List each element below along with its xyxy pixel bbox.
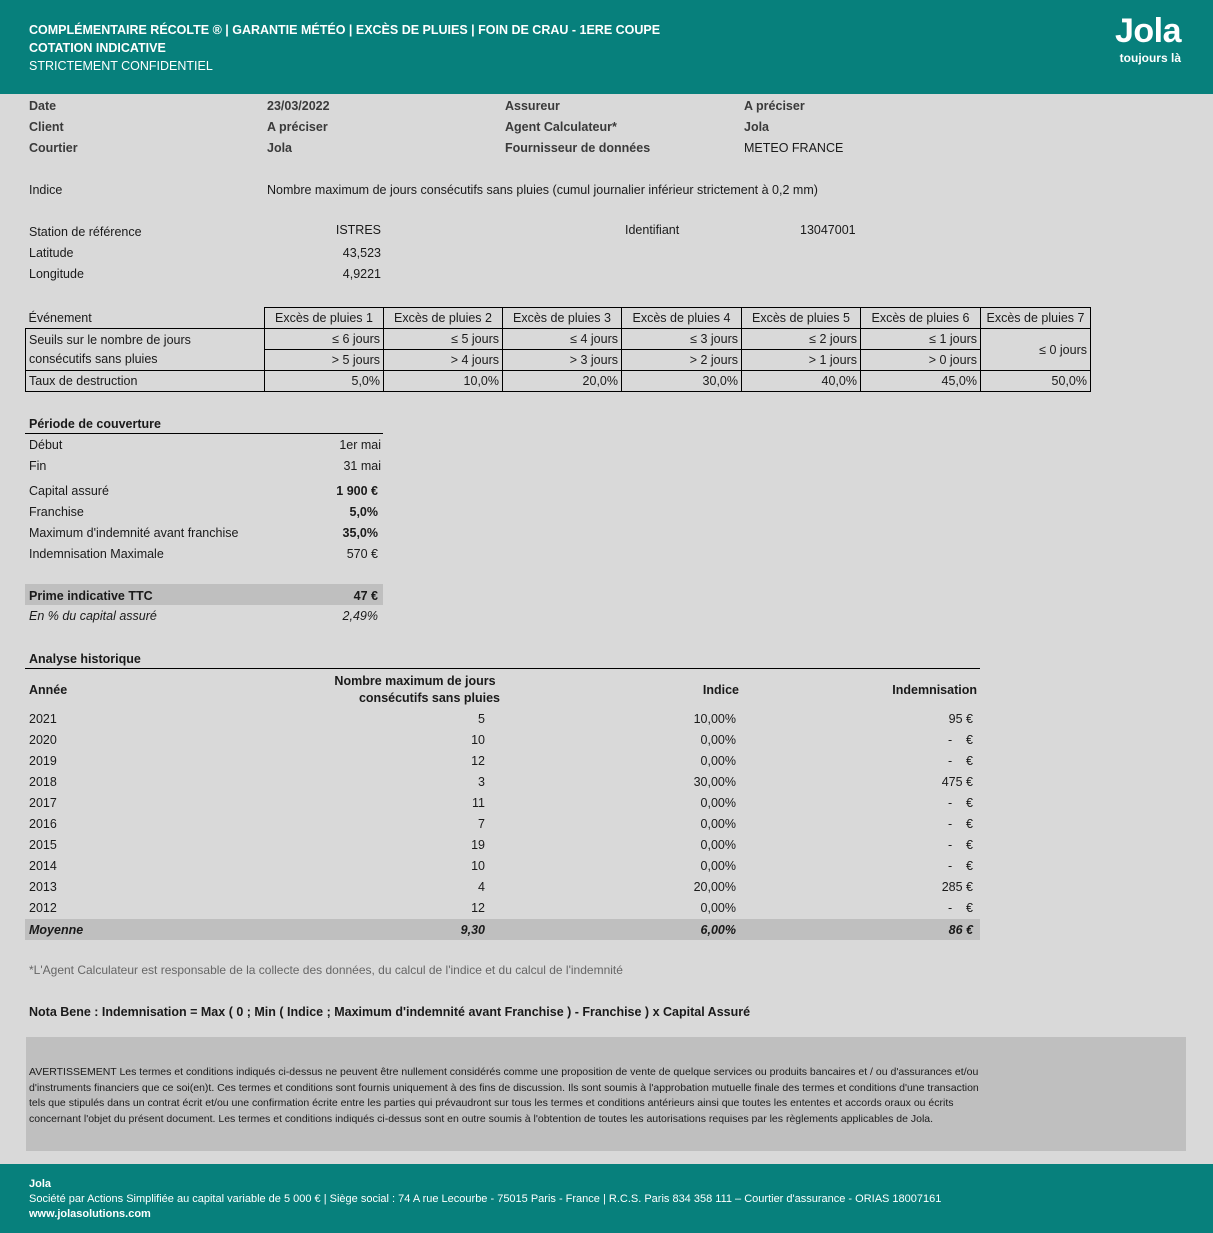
rate-2: 10,0% [384, 371, 503, 392]
pct-capital-label: En % du capital assuré [29, 609, 157, 623]
history-row [0, 772, 980, 793]
fournisseur-label: Fournisseur de données [505, 141, 651, 155]
station-value: ISTRES [335, 223, 381, 237]
history-indem: - € [947, 859, 973, 873]
client-value: A préciser [267, 120, 328, 134]
event-label-cell: Événement [26, 308, 265, 329]
event-col-4: Excès de pluies 4 [622, 308, 742, 329]
history-index: 10,00% [693, 712, 736, 726]
capital-label: Capital assuré [29, 484, 109, 498]
latitude-label: Latitude [29, 246, 74, 260]
history-index: 0,00% [700, 796, 736, 810]
history-col-days-line-1: Nombre maximum de jours [334, 674, 496, 688]
history-divider [25, 668, 980, 669]
history-col-year: Année [29, 683, 68, 697]
identifiant-label: Identifiant [625, 223, 680, 237]
date-label: Date [29, 99, 57, 113]
history-indem: 285 € [941, 880, 973, 894]
history-days: 19 [471, 838, 485, 852]
rate-4: 30,0% [622, 371, 742, 392]
average-indem: 86 € [948, 923, 973, 937]
history-col-days-line-2: consécutifs sans pluies [358, 691, 500, 705]
threshold-lower-4: > 2 jours [622, 350, 742, 371]
average-index: 6,00% [700, 923, 736, 937]
jola-logo: Jola [1114, 12, 1181, 50]
history-indem: - € [947, 817, 973, 831]
event-col-5: Excès de pluies 5 [742, 308, 861, 329]
history-year: 2017 [29, 796, 57, 810]
history-indem: - € [947, 901, 973, 915]
capital-value: 1 900 € [336, 484, 378, 498]
max-indemnity-value: 35,0% [342, 526, 378, 540]
destruction-rate-row [26, 371, 1091, 392]
history-days: 4 [478, 880, 485, 894]
date-value: 23/03/2022 [267, 99, 330, 113]
rate-5: 40,0% [742, 371, 861, 392]
history-index: 0,00% [700, 817, 736, 831]
average-label: Moyenne [29, 923, 84, 937]
document-subtitle: COTATION INDICATIVE [29, 41, 166, 55]
confidential-label: STRICTEMENT CONFIDENTIEL [29, 59, 213, 73]
history-row [0, 730, 980, 751]
footer-legal: Société par Actions Simplifiée au capital variable de 5 000 € | Siège social : 74 A rue Lecourbe - 75015 Paris - France | R.C.S. Paris 834 358 111 – Courtier d'assurance - ORIAS 18007161 [29, 1193, 942, 1205]
threshold-upper-5: ≤ 2 jours [742, 329, 861, 350]
history-days: 11 [472, 796, 485, 810]
rate-label-cell: Taux de destruction [26, 371, 265, 392]
franchise-value: 5,0% [349, 505, 378, 519]
threshold-lower-3: > 3 jours [503, 350, 622, 371]
history-days: 10 [471, 733, 485, 747]
station-label: Station de référence [29, 225, 142, 239]
event-col-2: Excès de pluies 2 [384, 308, 503, 329]
history-year: 2016 [29, 817, 57, 831]
history-indem: - € [947, 838, 973, 852]
history-index: 30,00% [693, 775, 736, 789]
history-row [0, 709, 980, 730]
threshold-lower-2: > 4 jours [384, 350, 503, 371]
history-days: 7 [478, 817, 485, 831]
assureur-value: A préciser [744, 99, 805, 113]
history-index: 0,00% [700, 901, 736, 915]
events-table [25, 307, 1091, 392]
history-title: Analyse historique [29, 652, 141, 666]
threshold-upper-2: ≤ 5 jours [384, 329, 503, 350]
assureur-label: Assureur [505, 99, 560, 113]
threshold-upper-1: ≤ 6 jours [265, 329, 384, 350]
history-year: 2012 [29, 901, 57, 915]
threshold-upper-4: ≤ 3 jours [622, 329, 742, 350]
history-indem: - € [947, 733, 973, 747]
events-header-row [26, 308, 1091, 329]
threshold-lower-6: > 0 jours [861, 350, 981, 371]
history-index: 0,00% [700, 733, 736, 747]
threshold-label-line-1: Seuils sur le nombre de jours [29, 332, 191, 347]
history-index: 20,00% [693, 880, 736, 894]
history-row [0, 835, 980, 856]
history-index: 0,00% [700, 754, 736, 768]
pct-capital-value: 2,49% [342, 609, 378, 623]
jola-logo-tagline: toujours là [1119, 51, 1181, 65]
debut-label: Début [29, 438, 63, 452]
threshold-label-cell [26, 329, 265, 371]
average-band [25, 919, 980, 940]
history-row [0, 793, 980, 814]
indem-max-value: 570 € [346, 547, 378, 561]
footer-banner [0, 1164, 1213, 1233]
coverage-divider [25, 433, 383, 434]
history-days: 12 [471, 754, 485, 768]
longitude-label: Longitude [29, 267, 84, 281]
history-indem: 95 € [948, 712, 973, 726]
latitude-value: 43,523 [342, 246, 381, 260]
rate-6: 45,0% [861, 371, 981, 392]
document-title: COMPLÉMENTAIRE RÉCOLTE ® | GARANTIE MÉTÉO | EXCÈS DE PLUIES | FOIN DE CRAU - 1ERE COUPE [29, 23, 661, 37]
nota-bene: Nota Bene : Indemnisation = Max ( 0 ; Min ( Indice ; Maximum d'indemnité avant Franchise ) - Franchise ) x Capital Assuré [29, 1005, 751, 1019]
history-row [0, 814, 980, 835]
rate-3: 20,0% [503, 371, 622, 392]
client-label: Client [29, 120, 64, 134]
rate-1: 5,0% [265, 371, 384, 392]
threshold-upper-6: ≤ 1 jours [861, 329, 981, 350]
threshold-upper-3: ≤ 4 jours [503, 329, 622, 350]
history-year: 2014 [29, 859, 57, 873]
history-row [0, 898, 980, 919]
coverage-title: Période de couverture [29, 417, 161, 431]
event-col-7: Excès de pluies 7 [981, 308, 1091, 329]
max-indemnity-label: Maximum d'indemnité avant franchise [29, 526, 239, 540]
franchise-label: Franchise [29, 505, 84, 519]
disclaimer-text: AVERTISSEMENT Les termes et conditions indiqués ci-dessus ne peuvent être nullement considérés comme une proposition de vente de quelque services ou produits bancaires et / ou d'assurances et/ou d'instruments financiers que ce soi(en)t. Ces termes et conditions sont fournis uniquement à des fins de discussion. Ils sont soumis à l'approbation mutuelle finale des termes et conditions d'une transaction tels que stipulés dans un contrat écrit et/ou une confirmation écrite entre les parties qui prévaudront sur tous les termes et conditions antérieurs ainsi que toutes les ententes et accords oraux ou écrits concernant l'objet du présent document. Les termes et conditions indiqués ci-dessus sont en outre soumis à l'obtention de toutes les autorisations requises par les règlements applicables de Jola. [29, 1066, 979, 1125]
history-days: 10 [471, 859, 485, 873]
debut-value: 1er mai [339, 438, 381, 452]
history-index: 0,00% [700, 838, 736, 852]
courtier-label: Courtier [29, 141, 78, 155]
history-indem: - € [947, 754, 973, 768]
history-col-indem: Indemnisation [892, 683, 977, 697]
fin-label: Fin [29, 459, 47, 473]
history-days: 3 [478, 775, 485, 789]
prime-label: Prime indicative TTC [29, 589, 153, 603]
event-col-1: Excès de pluies 1 [265, 308, 384, 329]
indice-value: Nombre maximum de jours consécutifs sans pluies (cumul journalier inférieur strictement à 0,2 mm) [267, 183, 818, 197]
history-year: 2013 [29, 880, 57, 894]
history-row [0, 856, 980, 877]
history-year: 2021 [29, 712, 57, 726]
event-col-6: Excès de pluies 6 [861, 308, 981, 329]
header-banner [0, 0, 1213, 94]
history-days: 12 [471, 901, 485, 915]
threshold-merged-7: ≤ 0 jours [981, 329, 1091, 371]
footer-website[interactable]: www.jolasolutions.com [29, 1208, 151, 1220]
threshold-label-line-2: consécutifs sans pluies [29, 351, 158, 366]
prime-value: 47 € [353, 589, 378, 603]
identifiant-value: 13047001 [800, 223, 856, 237]
history-year: 2015 [29, 838, 57, 852]
indice-label: Indice [29, 183, 63, 197]
history-year: 2020 [29, 733, 57, 747]
threshold-upper-row [26, 329, 1091, 350]
disclaimer-box [26, 1037, 1186, 1151]
footer-company: Jola [29, 1178, 52, 1190]
history-row [0, 751, 980, 772]
history-row [0, 877, 980, 898]
history-indem: 475 € [941, 775, 973, 789]
document-body [0, 94, 1213, 1164]
rate-7: 50,0% [981, 371, 1091, 392]
average-days: 9,30 [460, 923, 485, 937]
fin-value: 31 mai [343, 459, 381, 473]
agent-label: Agent Calculateur* [505, 120, 617, 134]
longitude-value: 4,9221 [342, 267, 381, 281]
threshold-lower-1: > 5 jours [265, 350, 384, 371]
history-index: 0,00% [700, 859, 736, 873]
courtier-value: Jola [267, 141, 293, 155]
history-year: 2019 [29, 754, 57, 768]
history-col-index: Indice [702, 683, 739, 697]
agent-value: Jola [744, 120, 770, 134]
fournisseur-value: METEO FRANCE [744, 141, 844, 155]
threshold-lower-5: > 1 jours [742, 350, 861, 371]
history-year: 2018 [29, 775, 57, 789]
history-days: 5 [478, 712, 485, 726]
history-indem: - € [947, 796, 973, 810]
event-col-3: Excès de pluies 3 [503, 308, 622, 329]
agent-note: *L'Agent Calculateur est responsable de la collecte des données, du calcul de l'indice et du calcul de l'indemnité [29, 963, 623, 977]
indem-max-label: Indemnisation Maximale [29, 547, 164, 561]
history-col-days [300, 673, 500, 707]
